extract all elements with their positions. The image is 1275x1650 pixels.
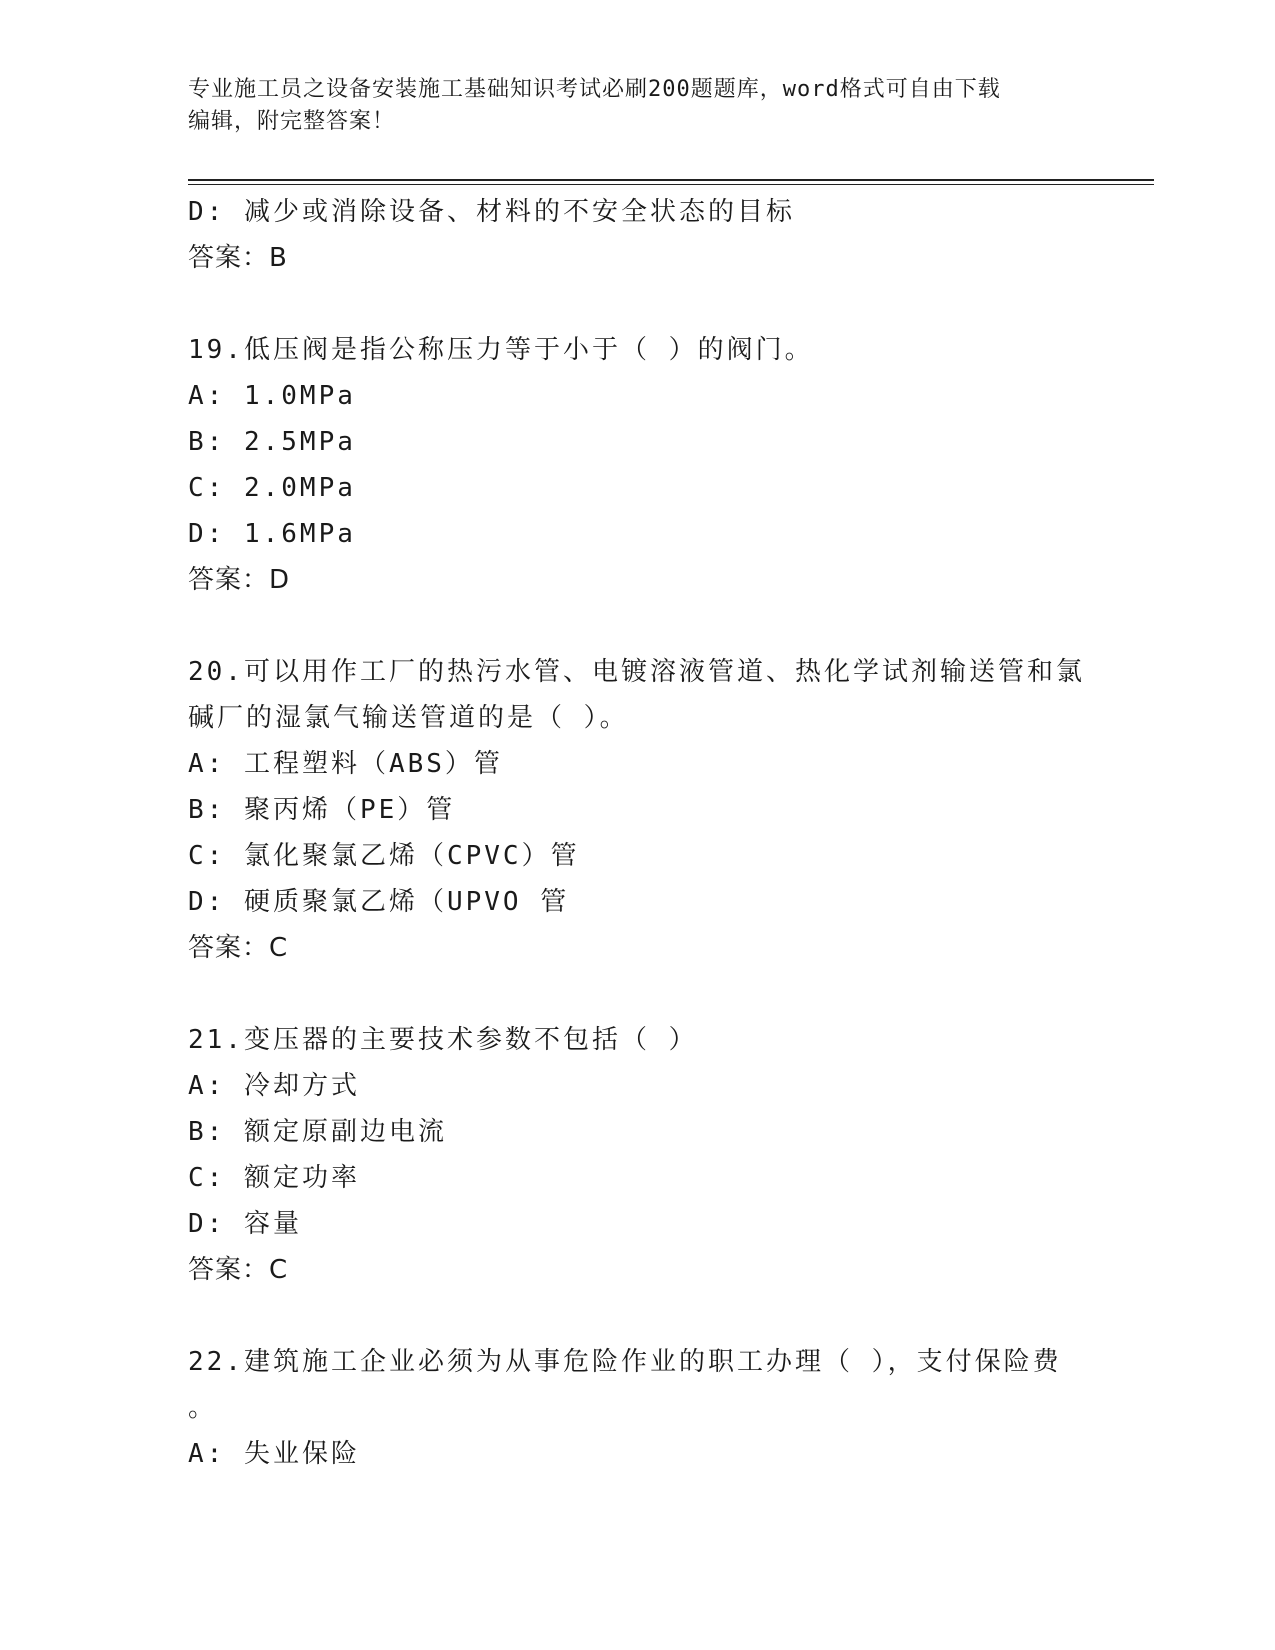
answer: 答案：C — [188, 1255, 289, 1285]
question-text-cont: 碱厂的湿氯气输送管道的是（ ）。 — [188, 703, 629, 733]
option-b: B: 2.5MPa — [188, 427, 356, 457]
prev-answer: 答案：B — [188, 243, 288, 273]
option-a: A: 工程塑料（ABS）管 — [188, 749, 503, 779]
question-text: 21.变压器的主要技术参数不包括（ ） — [188, 1025, 698, 1055]
document-body — [188, 189, 1148, 1477]
option-c: C: 氯化聚氯乙烯（CPVC）管 — [188, 841, 580, 871]
question-text-cont: 。 — [188, 1393, 218, 1423]
header-line-1: 专业施工员之设备安装施工基础知识考试必刷200题题库，word格式可自由下载 — [188, 77, 1001, 102]
option-a: A: 冷却方式 — [188, 1071, 360, 1101]
question-text: 20.可以用作工厂的热污水管、电镀溶液管道、热化学试剂输送管和氯 — [188, 657, 1085, 687]
spacer — [188, 1293, 1148, 1339]
option-a: A: 1.0MPa — [188, 381, 356, 411]
question-22 — [188, 1339, 1148, 1477]
header-line-2: 编辑，附完整答案！ — [188, 109, 396, 134]
option-a: A: 失业保险 — [188, 1439, 360, 1469]
option-d: D: 容量 — [188, 1209, 302, 1239]
header-rule-thick — [188, 179, 1154, 181]
option-d: D: 1.6MPa — [188, 519, 356, 549]
option-b: B: 额定原副边电流 — [188, 1117, 447, 1147]
question-text: 19.低压阀是指公称压力等于小于（ ）的阀门。 — [188, 335, 814, 365]
option-c: C: 额定功率 — [188, 1163, 360, 1193]
spacer — [188, 603, 1148, 649]
header-rule-thin — [188, 184, 1154, 185]
document-header — [188, 74, 1088, 138]
question-text: 22.建筑施工企业必须为从事危险作业的职工办理（ ），支付保险费 — [188, 1347, 1062, 1377]
option-c: C: 2.0MPa — [188, 473, 356, 503]
question-20 — [188, 649, 1148, 971]
answer: 答案：D — [188, 565, 291, 595]
spacer — [188, 281, 1148, 327]
question-19 — [188, 327, 1148, 603]
spacer — [188, 971, 1148, 1017]
option-b: B: 聚丙烯（PE）管 — [188, 795, 456, 825]
option-d: D: 硬质聚氯乙烯（UPVO 管 — [188, 887, 570, 917]
question-21 — [188, 1017, 1148, 1293]
answer: 答案：C — [188, 933, 289, 963]
prev-option-d: D: 减少或消除设备、材料的不安全状态的目标 — [188, 197, 795, 227]
